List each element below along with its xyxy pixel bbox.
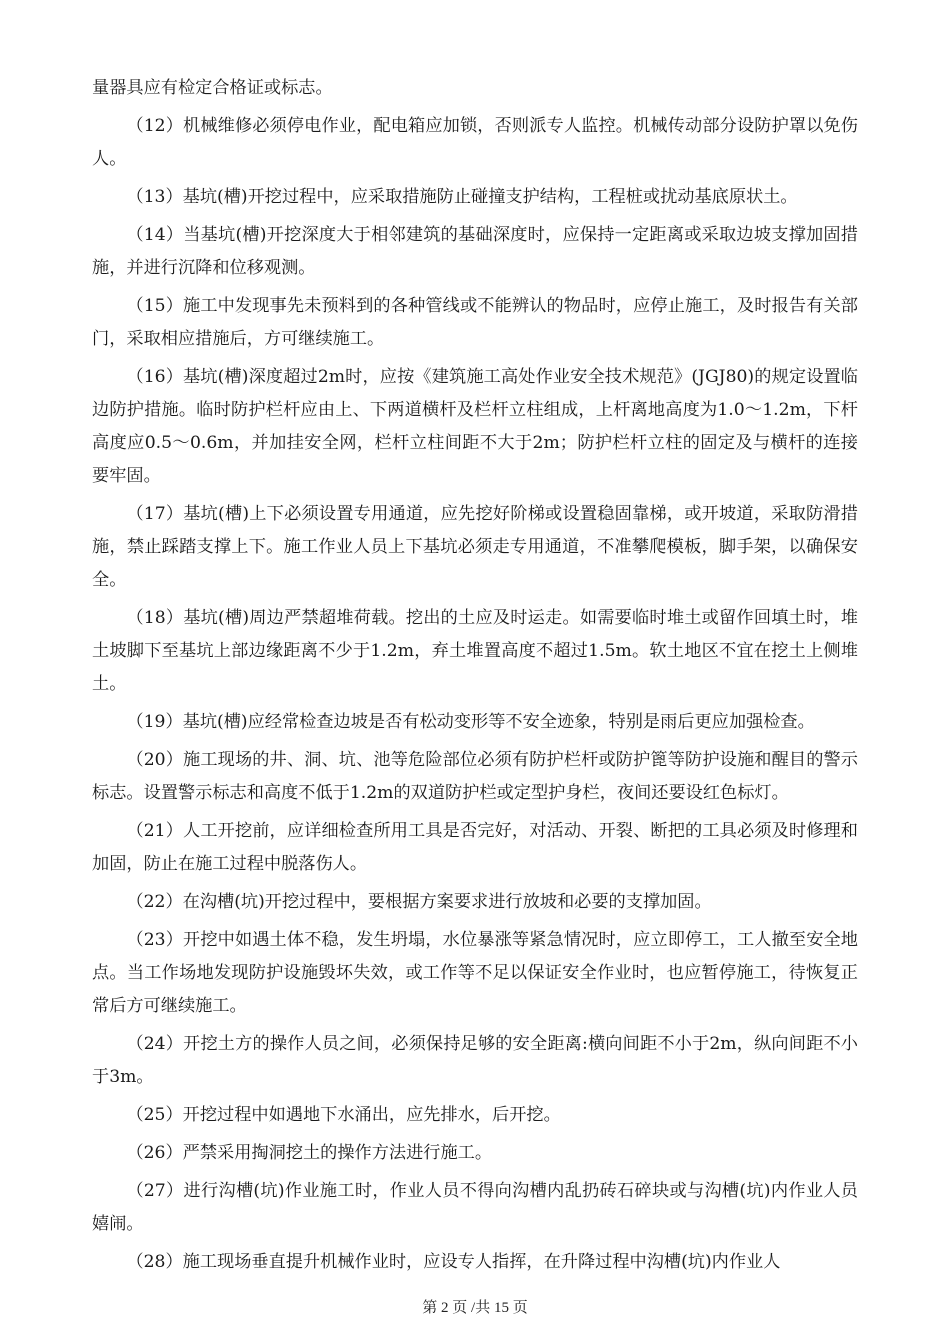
- paragraph-continuation: 量器具应有检定合格证或标志。: [92, 78, 333, 98]
- paragraph-20: （20）施工现场的井、洞、坑、池等危险部位必须有防护栏杆或防护篦等防护设施和醒目的警示标志。设置警示标志和高度不低于1.2m的双道防护栏或定型护身栏，夜间还要设红色标灯。: [92, 750, 858, 803]
- paragraph-26: （26）严禁采用掏洞挖土的操作方法进行施工。: [126, 1143, 493, 1163]
- paragraph-17: （17）基坑(槽)上下必须设置专用通道，应先挖好阶梯或设置稳固靠梯，或开坡道，采取防滑措施，禁止踩踏支撑上下。施工作业人员上下基坑必须走专用通道，不准攀爬模板，脚手架，以确保安全。: [92, 504, 858, 590]
- paragraph-27: （27）进行沟槽(坑)作业施工时，作业人员不得向沟槽内乱扔砖石碎块或与沟槽(坑)内作业人员嬉闹。: [92, 1181, 858, 1234]
- paragraph-14: （14）当基坑(槽)开挖深度大于相邻建筑的基础深度时，应保持一定距离或采取边坡支撑加固措施，并进行沉降和位移观测。: [92, 225, 858, 278]
- page-footer: [0, 1296, 950, 1317]
- paragraph-21: （21）人工开挖前，应详细检查所用工具是否完好，对活动、开裂、断把的工具必须及时修理和加固，防止在施工过程中脱落伤人。: [92, 821, 858, 874]
- paragraph-23: （23）开挖中如遇土体不稳，发生坍塌，水位暴涨等紧急情况时，应立即停工，工人撤至安全地点。当工作场地发现防护设施毁坏失效，或工作等不足以保证安全作业时，也应暂停施工，待恢复正常后方可继续施工。: [92, 930, 858, 1016]
- paragraph-25: （25）开挖过程中如遇地下水涌出，应先排水，后开挖。: [126, 1105, 561, 1125]
- paragraph-18: （18）基坑(槽)周边严禁超堆荷载。挖出的土应及时运走。如需要临时堆土或留作回填土时，堆土坡脚下至基坑上部边缘距离不少于1.2m，弃土堆置高度不超过1.5m。软土地区不宜在挖土上侧堆土。: [92, 608, 858, 694]
- paragraph-22: （22）在沟槽(坑)开挖过程中，要根据方案要求进行放坡和必要的支撑加固。: [126, 892, 712, 912]
- document-body: [92, 72, 858, 1284]
- paragraph-28: （28）施工现场垂直提升机械作业时，应设专人指挥，在升降过程中沟槽(坑)内作业人: [126, 1252, 781, 1272]
- paragraph-16: （16）基坑(槽)深度超过2m时，应按《建筑施工高处作业安全技术规范》(JGJ80)的规定设置临边防护措施。临时防护栏杆应由上、下两道横杆及栏杆立柱组成，上杆离地高度为1.0～1.2m，下杆高度应0.5～0.6m，并加挂安全网，栏杆立柱间距不大于2m；防护栏杆立柱的固定及与横杆的连接要牢固。: [92, 367, 858, 486]
- paragraph-24: （24）开挖土方的操作人员之间，必须保持足够的安全距离:横向间距不小于2m，纵向间距不小于3m。: [92, 1034, 858, 1087]
- paragraph-19: （19）基坑(槽)应经常检查边坡是否有松动变形等不安全迹象，特别是雨后更应加强检查。: [126, 712, 815, 732]
- page-number: 第 2 页 /共 15 页: [422, 1300, 528, 1316]
- paragraph-12: （12）机械维修必须停电作业，配电箱应加锁，否则派专人监控。机械传动部分设防护罩以免伤人。: [92, 116, 858, 169]
- paragraph-13: （13）基坑(槽)开挖过程中，应采取措施防止碰撞支护结构，工程桩或扰动基底原状土。: [126, 187, 798, 207]
- paragraph-15: （15）施工中发现事先未预料到的各种管线或不能辨认的物品时，应停止施工，及时报告有关部门，采取相应措施后，方可继续施工。: [92, 296, 858, 349]
